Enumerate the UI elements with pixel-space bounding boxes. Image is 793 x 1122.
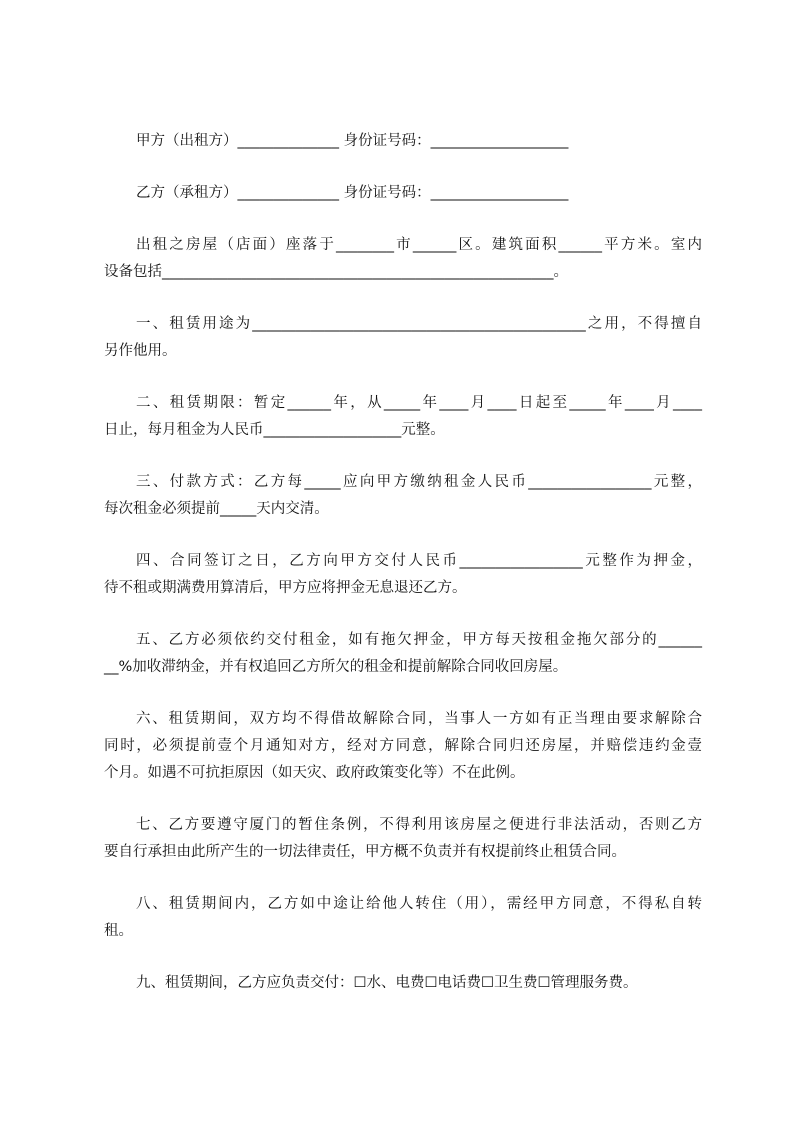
clause-line: 六、租赁期间，双方均不得借故解除合同，当事人一方如有正当理由要求解除合 [136, 711, 702, 727]
contract-clause [104, 232, 702, 286]
contract-clause [104, 311, 702, 365]
clause-line: 五、乙方必须依约交付租金，如有拖欠押金，甲方每天按租金拖欠部分的______ [136, 632, 702, 648]
clause-line: 个月。如遇不可抗拒原因（如天灾、政府政策变化等）不在此例。 [104, 765, 525, 781]
contract-clause [104, 180, 702, 207]
contract-document [104, 128, 702, 1022]
clause-line: 一、租赁用途为______________________________________________之用，不得擅自 [136, 316, 702, 332]
contract-clause [104, 390, 702, 444]
contract-clause [104, 548, 702, 602]
clause-line: 租。 [104, 923, 133, 939]
clause-line: 九、租赁期间，乙方应负责交付：☐水、电费☐电话费☐卫生费☐管理服务费。 [136, 975, 638, 991]
clause-line: 甲方（出租方）______________ 身份证号码：___________________ [136, 133, 569, 149]
clause-line: 出租之房屋（店面）座落于________市______区。建筑面积______平方米。室内 [136, 237, 702, 253]
contract-clause [104, 706, 702, 787]
contract-clause [104, 469, 702, 523]
contract-clause [104, 627, 702, 681]
clause-line: 八、租赁期间内，乙方如中途让给他人转住（用），需经甲方同意，不得私自转 [136, 896, 702, 912]
contract-clause [104, 128, 702, 155]
clause-line: 同时，必须提前壹个月通知对方，经对方同意，解除合同归还房屋，并赔偿违约金壹 [104, 738, 702, 754]
clause-line: 待不租或期满费用算清后，甲方应将押金无息退还乙方。 [104, 580, 467, 596]
clause-line: 另作他用。 [104, 343, 177, 359]
clause-line: 日止，每月租金为人民币___________________元整。 [104, 422, 445, 438]
clause-line: 设备包括______________________________________________________。 [104, 264, 568, 280]
clause-line: 乙方（承租方）______________ 身份证号码：___________________ [136, 185, 569, 201]
clause-line: 七、乙方要遵守厦门的暂住条例，不得利用该房屋之便进行非法活动，否则乙方 [136, 817, 702, 833]
contract-clause [104, 970, 702, 997]
contract-clause [104, 891, 702, 945]
clause-line: 四、合同签订之日，乙方向甲方交付人民币_________________元整作为押金， [136, 553, 702, 569]
clause-line: 二、租赁期限：暂定______年，从_____年____月____日起至_____年____月____ [136, 395, 702, 411]
clause-line: 三、付款方式：乙方每_____应向甲方缴纳租金人民币_________________元整， [136, 474, 702, 490]
contract-clause [104, 812, 702, 866]
clause-line: __%加收滞纳金，并有权追回乙方所欠的租金和提前解除合同收回房屋。 [104, 659, 568, 675]
clause-line: 每次租金必须提前_____天内交清。 [104, 501, 329, 517]
clause-line: 要自行承担由此所产生的一切法律责任，甲方概不负责并有权提前终止租赁合同。 [104, 844, 626, 860]
